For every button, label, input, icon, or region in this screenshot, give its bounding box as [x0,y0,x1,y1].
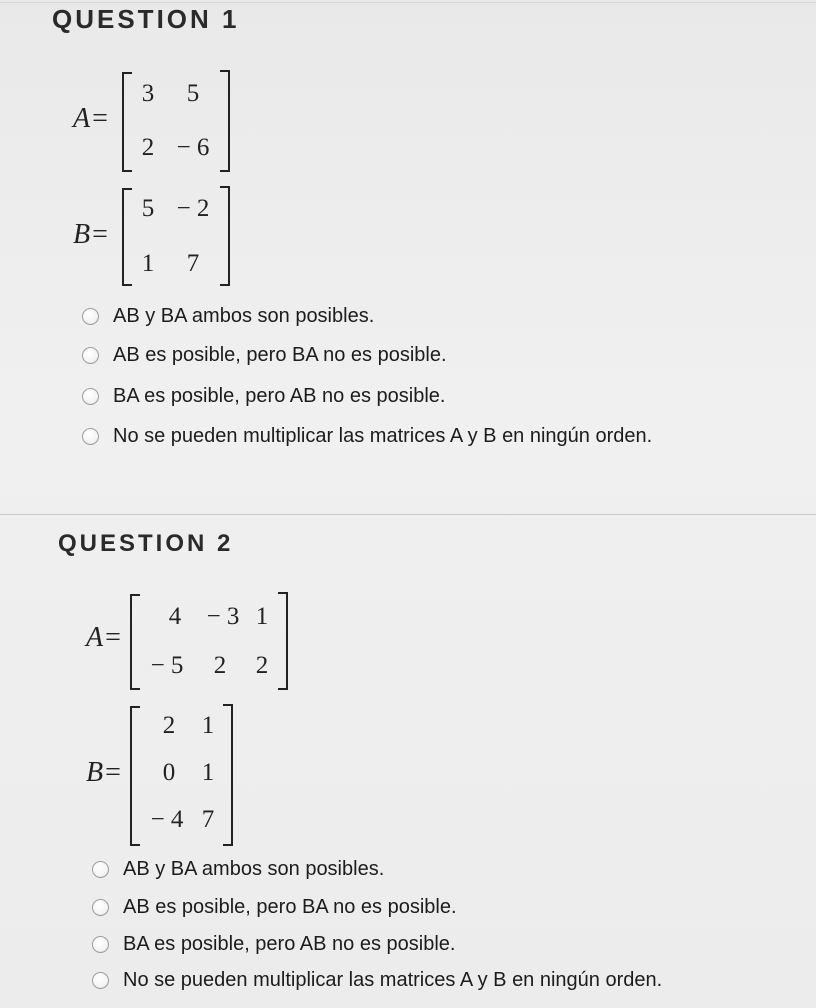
radio-button-icon[interactable] [92,899,109,916]
q2-b-cell: 7 [201,806,215,833]
q1-option-4[interactable] [82,425,652,448]
q2-b-cell: 2 [162,712,176,739]
option-label: No se pueden multiplicar las matrices A y B en ningún orden. [123,969,663,991]
q2-matrix-b-left-bracket [130,706,140,846]
matrix-name: B [73,219,91,250]
q2-matrix-b-right-bracket [223,704,233,846]
q1-matrix-b-left-bracket [122,188,132,286]
option-label: BA es posible, pero AB no es posible. [113,385,446,407]
option-label: BA es posible, pero AB no es posible. [123,933,456,955]
q1-option-1[interactable] [82,305,374,328]
option-label: AB es posible, pero BA no es posible. [123,896,457,918]
q2-a-cell: 1 [255,603,269,630]
q1-a-cell: 5 [186,80,200,107]
matrix-name: B [86,757,104,788]
radio-button-icon[interactable] [82,388,99,405]
q2-a-cell: 4 [168,603,182,630]
q2-option-3[interactable] [92,933,455,956]
radio-button-icon[interactable] [82,428,99,445]
q1-b-cell: 1 [141,250,155,277]
q2-matrix-a-label [86,622,121,654]
equals-sign: = [105,757,121,788]
q1-b-cell: 7 [186,250,200,277]
radio-button-icon[interactable] [92,936,109,953]
q2-matrix-a-right-bracket [278,592,288,690]
q2-a-cell: 2 [255,652,269,679]
q2-b-cell: 0 [162,759,176,786]
option-label: AB y BA ambos son posibles. [123,858,385,880]
q1-option-2[interactable] [82,344,447,367]
matrix-name: A [86,622,104,653]
q1-matrix-b-right-bracket [220,186,230,286]
top-divider [0,2,816,3]
question-2-heading: QUESTION 2 [58,530,234,557]
option-label: No se pueden multiplicar las matrices A y B en ningún orden. [113,425,653,447]
radio-button-icon[interactable] [82,347,99,364]
radio-button-icon[interactable] [92,861,109,878]
q2-a-cell: − 5 [150,652,184,679]
q1-matrix-a-label [73,103,108,135]
q1-a-cell: − 6 [176,134,210,161]
q2-matrix-b-label [86,757,121,789]
option-label: AB es posible, pero BA no es posible. [113,344,447,366]
q2-option-1[interactable] [92,858,384,881]
q2-option-4[interactable] [92,969,662,992]
q1-b-cell: − 2 [176,195,210,222]
matrix-name: A [73,103,91,134]
q1-matrix-a-left-bracket [122,72,132,172]
q2-a-cell: − 3 [206,603,240,630]
q2-matrix-a-left-bracket [130,594,140,690]
equals-sign: = [92,103,108,134]
q2-b-cell: 1 [201,712,215,739]
q2-b-cell: − 4 [150,806,184,833]
q2-b-cell: 1 [201,759,215,786]
q1-matrix-b-label [73,219,108,251]
q1-a-cell: 2 [141,134,155,161]
equals-sign: = [105,622,121,653]
option-label: AB y BA ambos son posibles. [113,305,375,327]
radio-button-icon[interactable] [82,308,99,325]
q1-option-3[interactable] [82,385,445,408]
q1-matrix-a-right-bracket [220,70,230,172]
radio-button-icon[interactable] [92,972,109,989]
q1-b-cell: 5 [141,195,155,222]
q1-a-cell: 3 [141,80,155,107]
q2-a-cell: 2 [213,652,227,679]
q2-option-2[interactable] [92,896,457,919]
question-divider [0,514,816,515]
equals-sign: = [92,219,108,250]
question-1-heading: QUESTION 1 [52,4,240,34]
